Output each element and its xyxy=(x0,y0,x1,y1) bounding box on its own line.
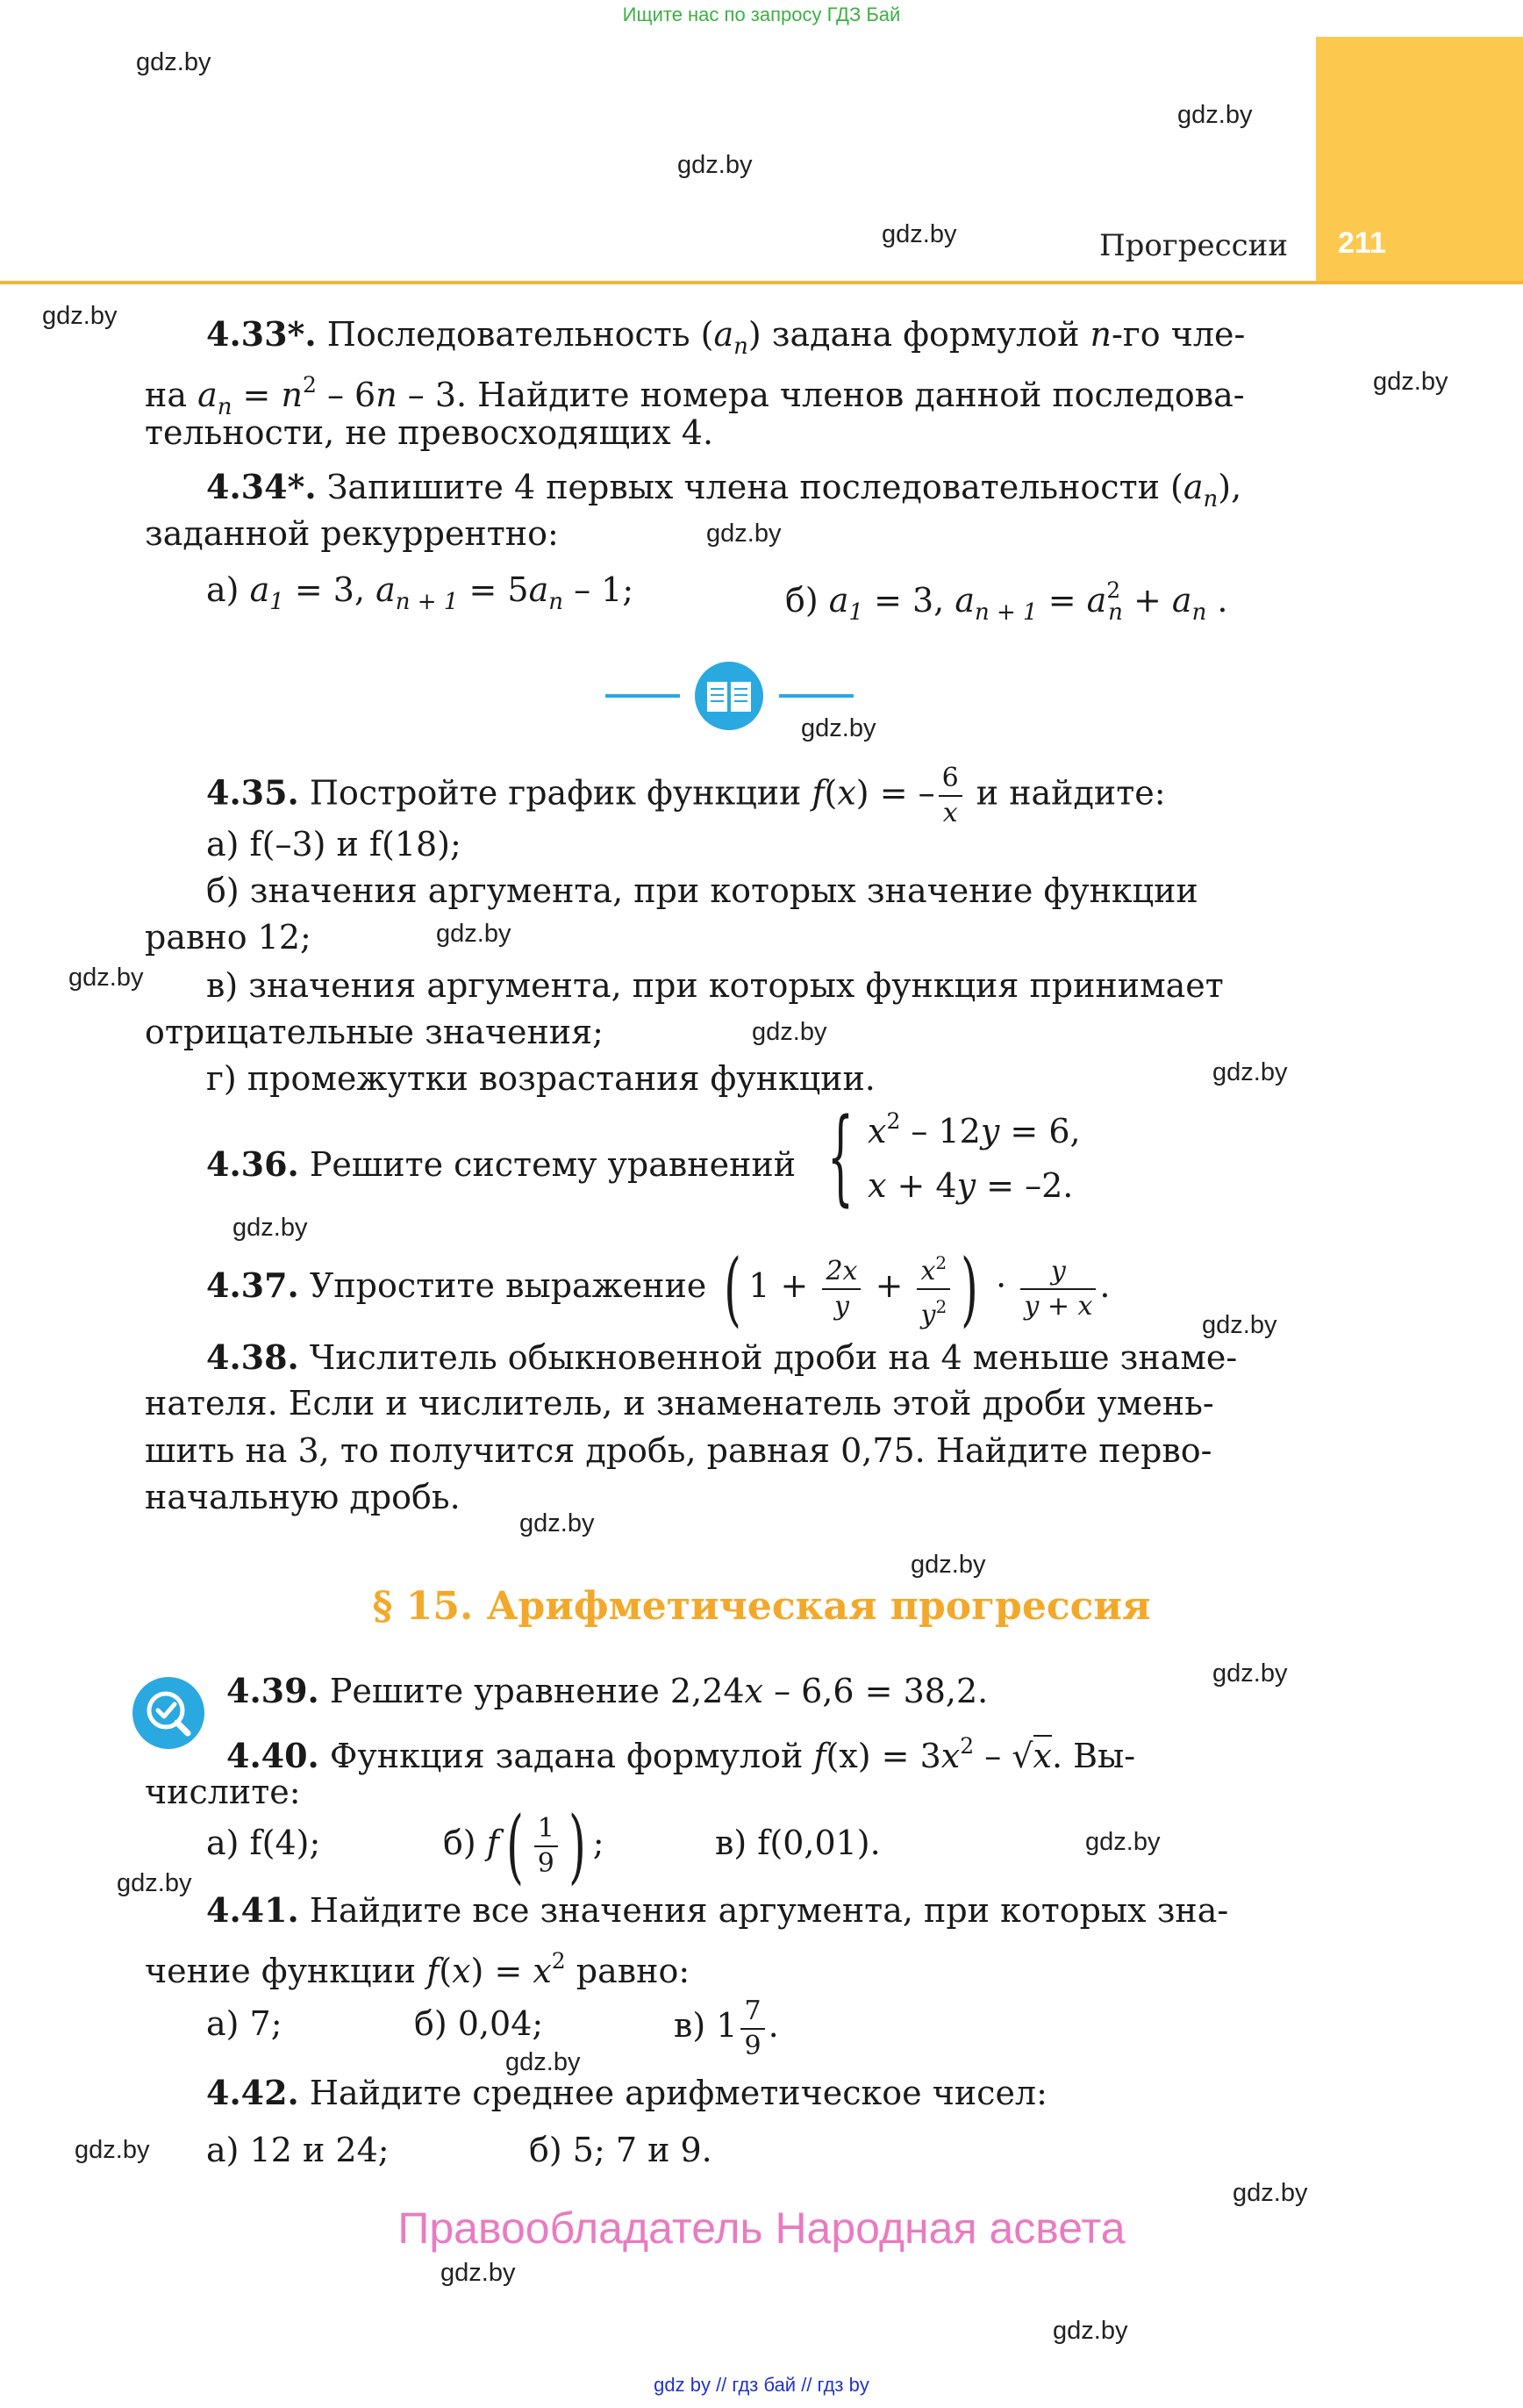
divider-right xyxy=(779,694,854,698)
watermark: gdz.by xyxy=(1233,2179,1308,2207)
running-head: Прогрессии xyxy=(1099,228,1288,263)
problem-4-38-line-2: нателя. Если и числитель, и знаменатель этой дроби умень- xyxy=(145,1384,1214,1423)
problem-4-38-line-1: 4.38. Числитель обыкновенной дроби на 4 меньше знаме- xyxy=(206,1337,1238,1377)
watermark: gdz.by xyxy=(911,1551,986,1579)
problem-4-34-line-1: 4.34*. Запишите 4 первых члена последовательности $(a_n)$, xyxy=(206,467,1242,512)
problem-4-35-item-b-line-1: б) значения аргумента, при которых значение функции xyxy=(206,871,1198,910)
watermark: gdz.by xyxy=(677,151,753,179)
watermark: gdz.by xyxy=(42,302,118,330)
header-rule xyxy=(0,281,1523,284)
system-eq-1: $x^2 - 12y = 6$, xyxy=(868,1108,1081,1150)
watermark: gdz.by xyxy=(1202,1311,1277,1339)
watermark: gdz.by xyxy=(505,2048,581,2076)
system-brace: { xyxy=(827,1095,854,1216)
problem-4-41-line-2: чение функции $f(x) = x^2$ равно: xyxy=(145,1948,690,1990)
footer-links[interactable]: gdz by // гдз бай // гдз by xyxy=(654,2374,869,2396)
problem-4-35-item-a: а) f(–3) и f(18); xyxy=(206,825,461,864)
watermark: gdz.by xyxy=(1373,368,1448,396)
problem-4-34-line-2: заданной рекуррентно: xyxy=(145,514,559,553)
watermark: gdz.by xyxy=(75,2136,150,2164)
watermark: gdz.by xyxy=(436,920,511,948)
problem-4-41-item-b: б) 0,04; xyxy=(414,2004,544,2043)
watermark: gdz.by xyxy=(1212,1058,1288,1086)
book-icon xyxy=(693,661,765,731)
watermark: gdz.by xyxy=(706,520,782,548)
problem-4-41-line-1: 4.41. Найдите все значения аргумента, при которых зна- xyxy=(206,1890,1229,1930)
problem-4-40-line-2: числите: xyxy=(145,1773,301,1811)
problem-4-35-item-c-line-1: в) значения аргумента, при которых функция принимает xyxy=(206,966,1224,1005)
problem-4-36: 4.36. Решите систему уравнений xyxy=(206,1144,797,1184)
problem-4-35-item-d: г) промежутки возрастания функции. xyxy=(206,1059,876,1098)
problem-4-41-item-a: а) 7; xyxy=(206,2004,282,2043)
copyright-notice: Правообладатель Народная асвета xyxy=(397,2204,1126,2253)
problem-4-34-item-a: а) $a_1 = 3$, $a_{n + 1} = 5a_n - 1$; xyxy=(206,570,634,615)
problem-4-33-line-1: 4.33*. Последовательность $(a_n)$ задана формулой n-го чле- xyxy=(206,314,1246,360)
watermark: gdz.by xyxy=(1053,2317,1128,2345)
watermark: gdz.by xyxy=(1177,101,1253,129)
problem-4-34-item-b: б) $a_1 = 3$, $a_{n + 1} = a^2_n + a_n$ . xyxy=(785,577,1228,626)
watermark: gdz.by xyxy=(801,714,876,742)
section-heading: § 15. Арифметическая прогрессия xyxy=(372,1584,1151,1629)
page-number: 211 xyxy=(1338,226,1386,260)
problem-4-40-item-a: а) f(4); xyxy=(206,1824,321,1862)
problem-4-42-item-a: а) 12 и 24; xyxy=(206,2131,390,2169)
problem-4-40-item-c: в) f(0,01). xyxy=(715,1824,881,1862)
divider-left xyxy=(605,694,680,698)
watermark: gdz.by xyxy=(519,1509,595,1537)
watermark: gdz.by xyxy=(117,1869,192,1897)
problem-4-35-line-1: 4.35. Постройте график функции f(x) = – $\frac{6}{x}$ и найдите: xyxy=(206,763,1166,828)
problem-4-38-line-4: начальную дробь. xyxy=(145,1478,461,1516)
problem-4-37: 4.37. Упростите выражение ( 1 + $\frac{2x}{y}$ + $\frac{x^2}{y^2}$ ) · $\frac{y}{y + x}$ . xyxy=(206,1241,1111,1336)
watermark: gdz.by xyxy=(232,1214,308,1242)
problem-4-33-line-2: на $a_n = n^2 - 6n - 3$. Найдите номера членов данной последова- xyxy=(145,372,1245,420)
problem-4-35-item-b-line-2: равно 12; xyxy=(145,918,311,957)
problem-4-39: 4.39. Решите уравнение 2,24x – 6,6 = 38,2. xyxy=(226,1671,989,1710)
problem-4-41-item-c: в) 1 $\frac{7}{9}$ . xyxy=(674,1995,779,2061)
problem-4-40-item-b: б) f( $\frac{1}{9}$ ) ; xyxy=(443,1798,604,1893)
system-eq-2: x + 4y = –2. xyxy=(868,1166,1074,1205)
problem-4-33-line-3: тельности, не превосходящих 4. xyxy=(145,413,714,452)
watermark: gdz.by xyxy=(752,1018,827,1046)
watermark: gdz.by xyxy=(1085,1828,1161,1856)
watermark: gdz.by xyxy=(882,220,957,248)
problem-4-40-line-1: 4.40. Функция задана формулой $f(x) = 3x^2 - √x$. Вы- xyxy=(226,1733,1136,1775)
problem-4-42-line-1: 4.42. Найдите среднее арифметическое чисел: xyxy=(206,2073,1048,2112)
top-note: Ищите нас по запросу ГДЗ Бай xyxy=(622,4,901,25)
problem-4-35-item-c-line-2: отрицательные значения; xyxy=(145,1013,604,1051)
watermark: gdz.by xyxy=(1212,1659,1288,1688)
problem-4-42-item-b: б) 5; 7 и 9. xyxy=(529,2131,712,2169)
magnifier-check-icon xyxy=(132,1676,205,1750)
watermark: gdz.by xyxy=(136,48,211,76)
watermark: gdz.by xyxy=(440,2259,516,2287)
watermark: gdz.by xyxy=(68,964,144,992)
problem-4-38-line-3: шить на 3, то получится дробь, равная 0,75. Найдите перво- xyxy=(145,1431,1212,1470)
